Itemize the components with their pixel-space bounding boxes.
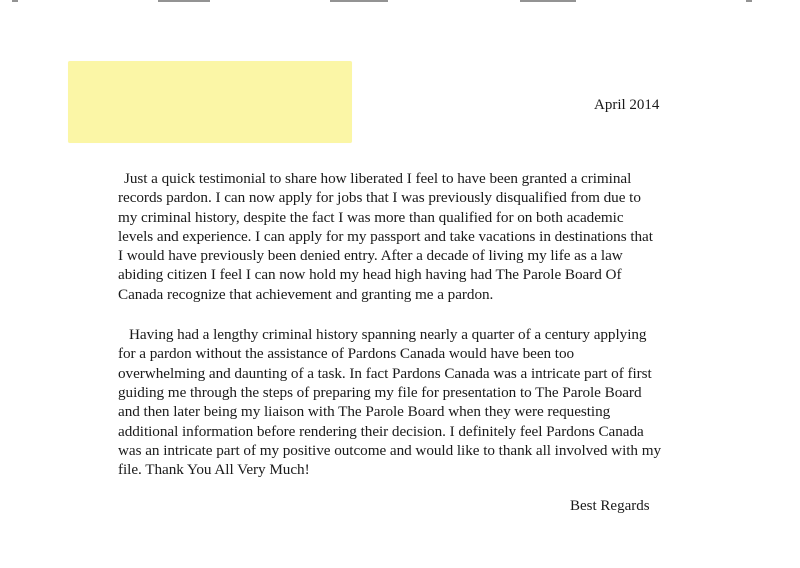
scan-artifact bbox=[330, 0, 388, 2]
paragraph-line: guiding me through the steps of preparing my file for presentation to The Parole Board bbox=[118, 383, 642, 401]
paragraph-line: Canada recognize that achievement and granting me a pardon. bbox=[118, 285, 494, 303]
scan-artifact bbox=[746, 0, 752, 2]
paragraph-line: overwhelming and daunting of a task. In fact Pardons Canada was a intricate part of first bbox=[118, 364, 652, 382]
paragraph-line: Having had a lengthy criminal history spanning nearly a quarter of a century applying bbox=[129, 326, 647, 344]
scan-artifact bbox=[12, 0, 18, 2]
letter-body bbox=[118, 169, 718, 479]
paragraph-line: additional information before rendering their decision. I definitely feel Pardons Canada bbox=[118, 422, 644, 440]
paragraph-line: levels and experience. I can apply for my passport and take vacations in destinations that bbox=[118, 227, 653, 245]
paragraph-line: Just a quick testimonial to share how liberated I feel to have been granted a criminal bbox=[124, 170, 632, 187]
paragraph-line: for a pardon without the assistance of Pardons Canada would have been too bbox=[118, 345, 575, 363]
paragraph-1 bbox=[118, 169, 718, 304]
paragraph-line: was an intricate part of my positive outcome and would like to thank all involved with my bbox=[118, 441, 662, 459]
paragraph-line: abiding citizen I feel I can now hold my head high having had The Parole Board Of bbox=[118, 266, 622, 284]
scan-artifact bbox=[520, 0, 576, 2]
paragraph-line: records pardon. I can now apply for jobs that I was previously disqualified from due to bbox=[118, 189, 641, 207]
letter-closing: Best Regards bbox=[570, 498, 650, 514]
paragraph-line: file. Thank You All Very Much! bbox=[118, 461, 310, 479]
paragraph-line: I would have previously been denied entry. After a decade of living my life as a law bbox=[118, 247, 623, 265]
paragraph-line: and then later being my liaison with The Parole Board when they were requesting bbox=[118, 403, 611, 421]
paragraph-line: my criminal history, despite the fact I was more than qualified for on both academic bbox=[118, 208, 624, 226]
redacted-sender-block bbox=[68, 61, 352, 143]
scan-artifact bbox=[158, 0, 210, 2]
paragraph-2 bbox=[118, 325, 718, 479]
letter-date: April 2014 bbox=[594, 97, 660, 113]
